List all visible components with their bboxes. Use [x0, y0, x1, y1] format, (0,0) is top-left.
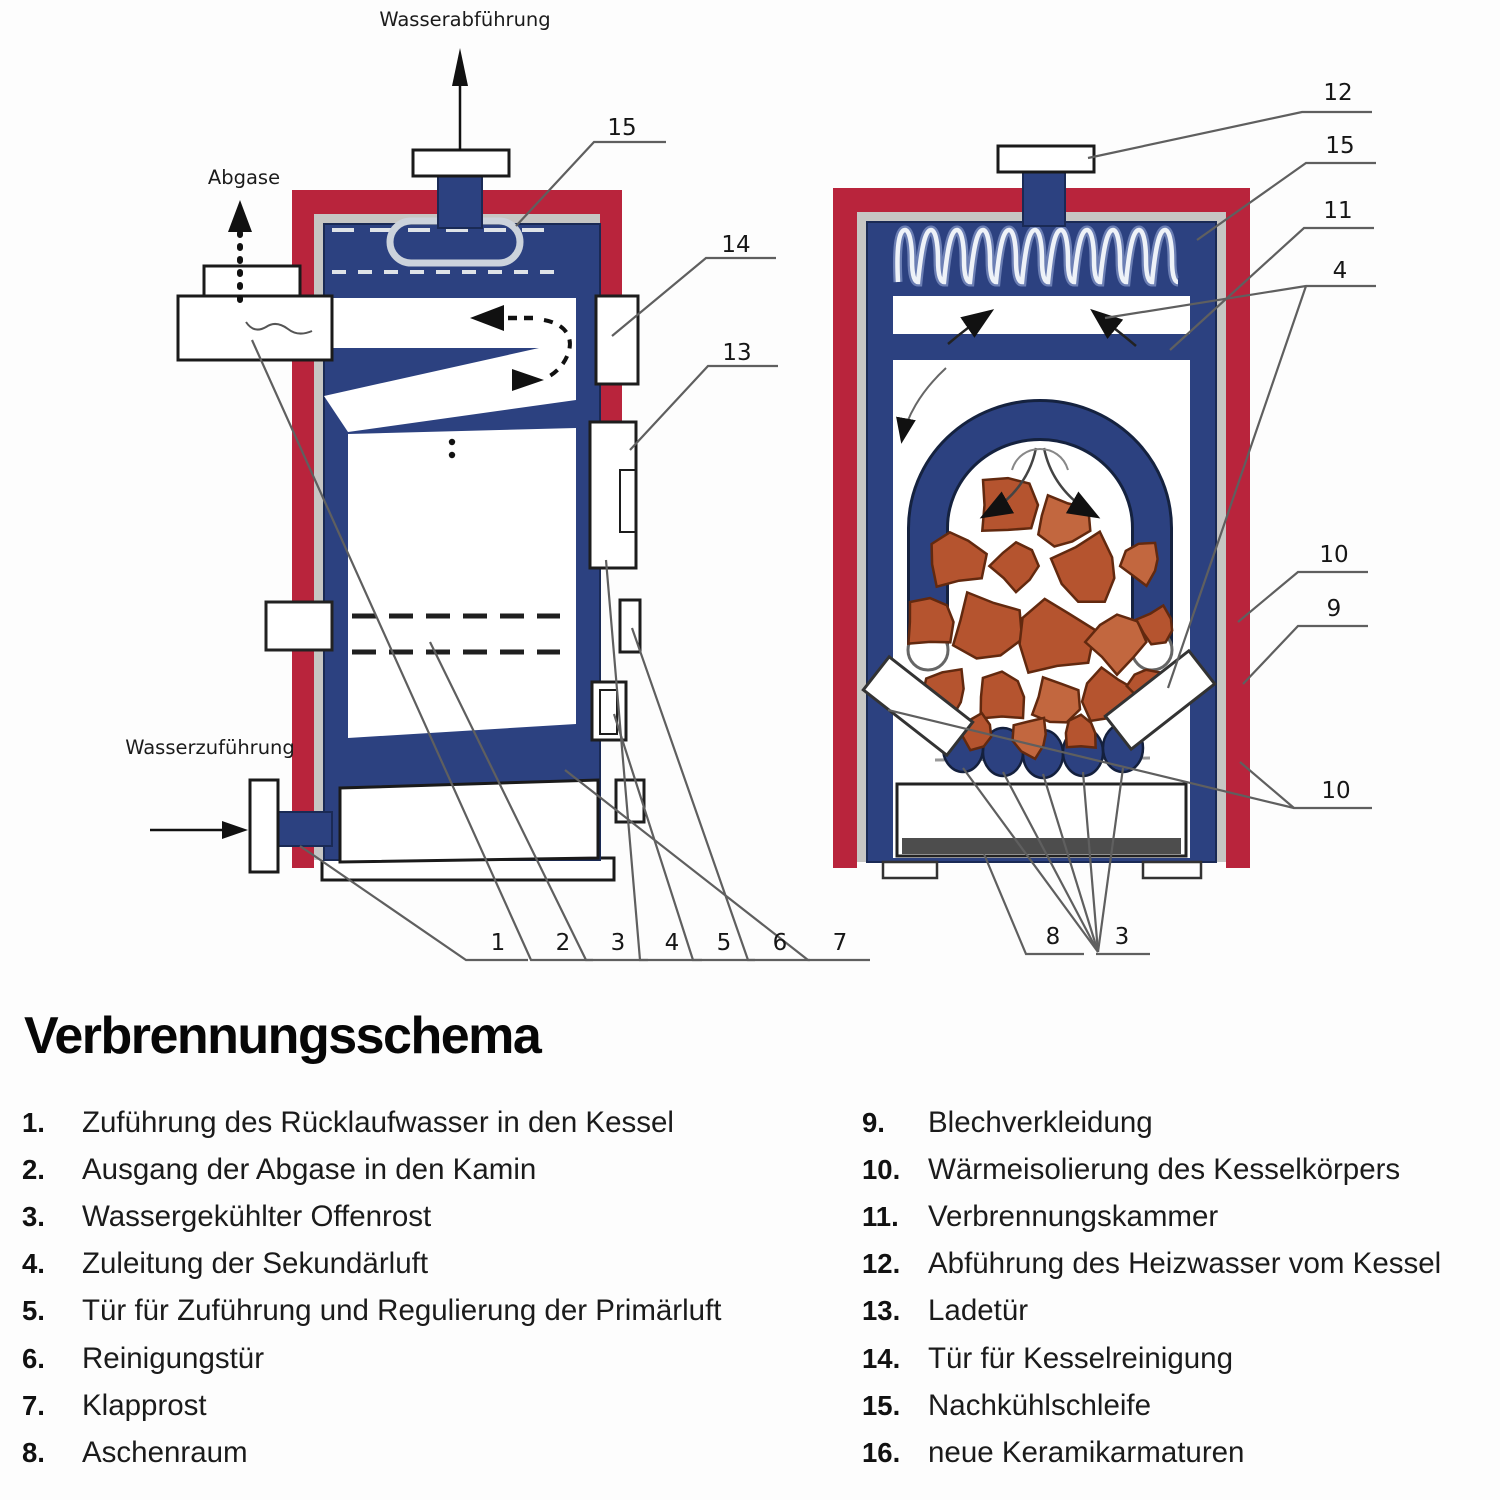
callout-number: 6 — [772, 930, 788, 956]
legend-number: 5. — [22, 1295, 45, 1327]
legend-text: Tür für Kesselreinigung — [928, 1341, 1233, 1375]
red-cladding-left — [833, 188, 857, 868]
water-outlet-label: Wasserabführung — [379, 8, 551, 31]
page-title: Verbrennungsschema — [24, 1007, 541, 1065]
legend-number: 16. — [862, 1436, 901, 1468]
legend-text: Zuführung des Rücklaufwasser in den Kessel — [82, 1105, 674, 1139]
legend-number: 1. — [22, 1106, 45, 1138]
callout-number: 2 — [555, 930, 571, 956]
legend-number: 7. — [22, 1389, 45, 1421]
callout-number: 10 — [1321, 778, 1351, 804]
outlet-stub-pipe — [1023, 172, 1065, 226]
callout-number: 14 — [721, 232, 751, 258]
legend-text: Nachkühlschleife — [928, 1388, 1152, 1422]
callout-number: 10 — [1319, 542, 1349, 568]
coal-piece — [908, 598, 953, 644]
legend-number: 15. — [862, 1389, 901, 1421]
boiler-foot — [1143, 862, 1201, 878]
water-inlet-label: Wasserzuführung — [125, 736, 295, 759]
legend-text: Aschenraum — [82, 1435, 248, 1469]
callout-number: 1 — [490, 930, 506, 956]
callout-number: 8 — [1045, 924, 1061, 950]
outlet-flange — [998, 146, 1094, 172]
legend-number: 13. — [862, 1295, 901, 1327]
combustion-chamber — [348, 428, 576, 738]
legend-item — [22, 1099, 842, 1146]
callout-number: 5 — [716, 930, 732, 956]
secondary-air-channel — [893, 296, 1190, 334]
legend-item — [22, 1193, 842, 1240]
callout-number: 13 — [722, 340, 752, 366]
legend-item — [862, 1335, 1492, 1382]
flow-dot — [449, 439, 455, 445]
inlet-pipe — [276, 812, 332, 846]
legend-item — [862, 1099, 1492, 1146]
side-stub-box — [266, 602, 332, 650]
flue-channel-upper — [324, 298, 576, 348]
callout-number: 15 — [607, 115, 637, 141]
callout-number: 4 — [664, 930, 680, 956]
flue-gas-arrow-head — [228, 200, 252, 232]
legend-column-left — [22, 1099, 842, 1477]
legend-text: Abführung des Heizwasser vom Kessel — [928, 1247, 1442, 1281]
legend-number: 9. — [862, 1106, 885, 1138]
callout-number: 3 — [1114, 924, 1130, 950]
callout-number: 11 — [1323, 198, 1353, 224]
legend-number: 11. — [862, 1200, 899, 1232]
legend-text: Wärmeisolierung des Kesselkörpers — [928, 1152, 1401, 1186]
legend-item — [862, 1241, 1492, 1288]
right-boiler-section — [833, 146, 1250, 878]
flow-dot — [449, 452, 455, 458]
legend-item — [862, 1382, 1492, 1429]
outlet-stub-pipe — [438, 176, 482, 228]
legend-text: Ladetür — [928, 1294, 1029, 1328]
insulation-liner-left — [857, 212, 867, 862]
chimney-duct — [178, 296, 332, 360]
legend-number: 14. — [862, 1342, 901, 1374]
water-inlet-arrow-head — [222, 821, 248, 839]
inlet-flange — [250, 780, 278, 872]
legend-number: 10. — [862, 1153, 901, 1185]
legend-text: Tür für Zuführung und Regulierung der Primärluft — [82, 1294, 722, 1328]
callout-number: 3 — [610, 930, 626, 956]
flue-gas-label: Abgase — [207, 166, 281, 189]
legend-item — [862, 1193, 1492, 1240]
legend-number: 3. — [22, 1200, 45, 1232]
legend-number: 12. — [862, 1248, 901, 1280]
legend-item — [22, 1146, 842, 1193]
bottom-door — [616, 780, 644, 822]
cleaning-door-upper — [596, 296, 638, 384]
outlet-flange — [413, 150, 509, 176]
callout-number: 15 — [1325, 133, 1355, 159]
legend-text: Ausgang der Abgase in den Kamin — [82, 1152, 537, 1186]
draft-regulator-box — [204, 266, 300, 296]
callout-number: 4 — [1332, 258, 1348, 284]
legend-item — [22, 1382, 842, 1429]
legend-text: Zuleitung der Sekundärluft — [82, 1247, 429, 1281]
legend-text: Reinigungstür — [82, 1341, 265, 1375]
legend-item — [22, 1288, 842, 1335]
callout-number: 9 — [1326, 596, 1342, 622]
legend-number: 8. — [22, 1436, 45, 1468]
legend-item — [862, 1146, 1492, 1193]
callout-number: 12 — [1323, 80, 1353, 106]
legend-number: 4. — [22, 1248, 45, 1280]
insulation-liner-right — [1216, 212, 1226, 862]
callout-number: 7 — [832, 930, 848, 956]
legend-item — [862, 1288, 1492, 1335]
legend-number: 6. — [22, 1342, 45, 1374]
legend-text: Klapprost — [82, 1388, 207, 1422]
coal-piece — [982, 478, 1038, 531]
legend-column-right — [862, 1099, 1492, 1477]
legend-item — [22, 1429, 842, 1476]
legend-number: 2. — [22, 1153, 45, 1185]
boiler-foot — [883, 862, 937, 878]
legend-item — [22, 1241, 842, 1288]
legend-item — [862, 1429, 1492, 1476]
legend-text: neue Keramikarmaturen — [928, 1435, 1245, 1469]
red-cladding-right — [1226, 188, 1250, 868]
legend-text: Verbrennungskammer — [928, 1199, 1219, 1233]
legend-text: Wassergekühlter Offenrost — [82, 1199, 432, 1233]
legend-item — [22, 1335, 842, 1382]
water-outlet-arrow-head — [452, 48, 468, 86]
legend-text: Blechverkleidung — [928, 1105, 1153, 1139]
loading-door — [590, 422, 636, 568]
